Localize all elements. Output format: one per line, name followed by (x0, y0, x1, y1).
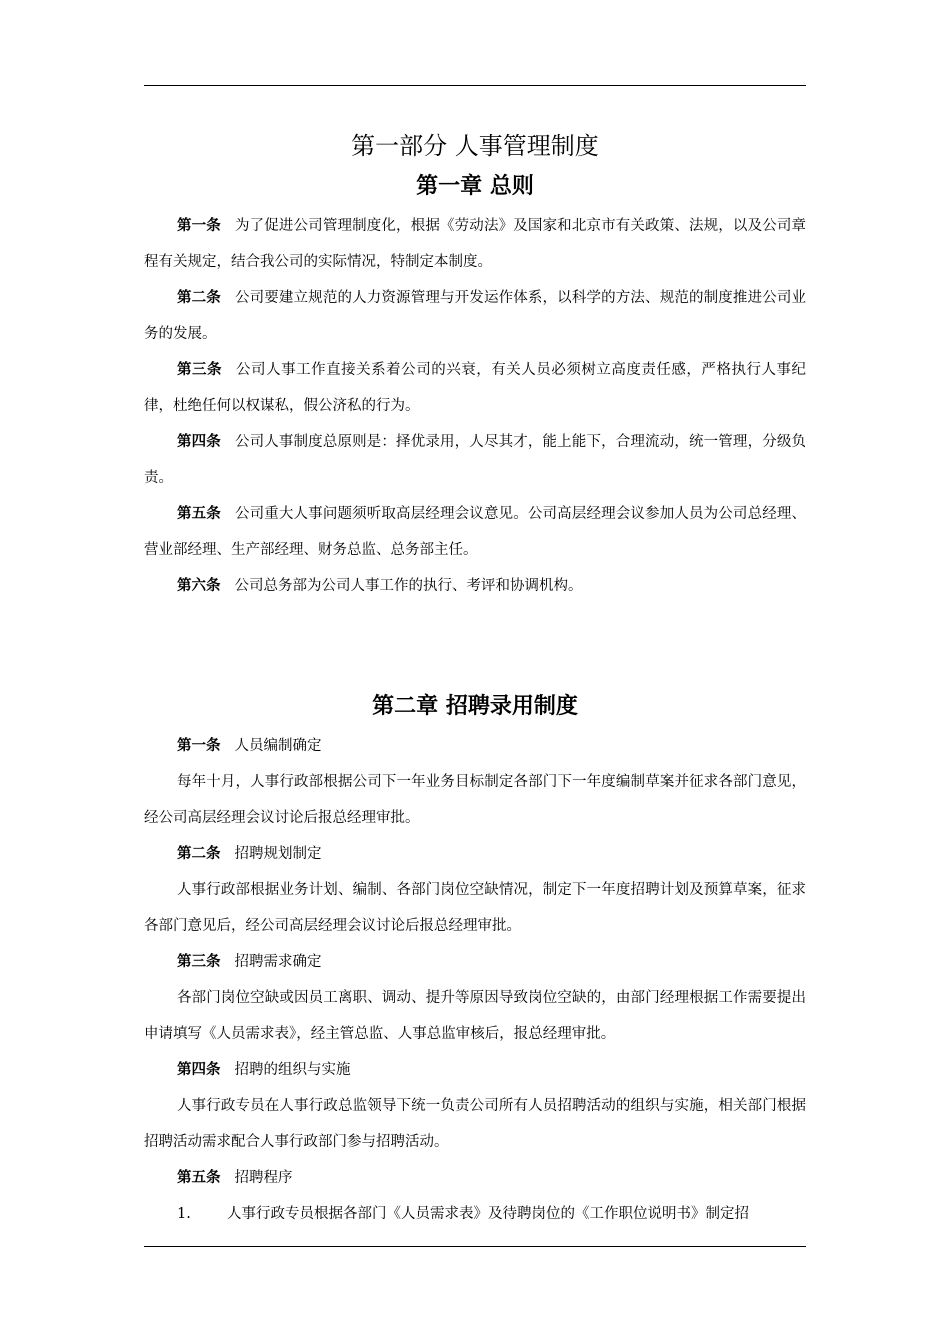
article-text: 公司重大人事问题须听取高层经理会议意见。公司高层经理会议参加人员为公司总经理、营业部经理、生产部经理、财务总监、总务部主任。 (144, 506, 807, 558)
ch1-article-5 (144, 496, 806, 568)
article-label: 第三条 (177, 361, 223, 378)
item-number: 1. (177, 1206, 191, 1222)
article-text: 为了促进公司管理制度化，根据《劳动法》及国家和北京市有关政策、法规，以及公司章程有关规定，结合我公司的实际情况，特制定本制度。 (144, 218, 807, 270)
ch2-article-2-text: 人事行政部根据业务计划、编制、各部门岗位空缺情况，制定下一年度招聘计划及预算草案，征求各部门意见后，经公司高层经理会议讨论后报总经理审批。 (144, 882, 806, 934)
article-label: 第四条 (177, 1061, 221, 1078)
article-label: 第一条 (177, 737, 221, 754)
ch1-article-3 (144, 352, 806, 424)
article-text: 公司要建立规范的人力资源管理与开发运作体系，以科学的方法、规范的制度推进公司业务的发展。 (144, 290, 807, 342)
article-label: 第三条 (177, 953, 221, 970)
ch1-article-6 (144, 568, 806, 604)
chapter-1-title: 第一章 总则 (416, 173, 534, 199)
article-heading: 招聘需求确定 (234, 954, 322, 970)
article-label: 第五条 (177, 1169, 221, 1186)
article-heading: 招聘规划制定 (234, 846, 322, 862)
ch2-article-2-heading (144, 836, 806, 872)
ch2-article-1-text: 每年十月，人事行政部根据公司下一年业务目标制定各部门下一年度编制草案并征求各部门意见，经公司高层经理会议讨论后报总经理审批。 (144, 774, 806, 826)
article-label: 第一条 (177, 217, 221, 234)
ch2-article-4-heading (144, 1052, 806, 1088)
article-text: 公司总务部为公司人事工作的执行、考评和协调机构。 (234, 578, 583, 594)
article-text: 公司人事工作直接关系着公司的兴衰，有关人员必须树立高度责任感，严格执行人事纪律，杜绝任何以权谋私，假公济私的行为。 (144, 362, 807, 414)
article-label: 第二条 (177, 845, 221, 862)
article-label: 第二条 (177, 289, 221, 306)
chapter-2-title: 第二章 招聘录用制度 (372, 693, 578, 719)
ch2-article-5-heading (144, 1160, 806, 1196)
article-label: 第四条 (177, 433, 221, 450)
article-heading: 人员编制确定 (234, 738, 322, 754)
article-heading: 招聘程序 (234, 1170, 293, 1186)
article-text: 公司人事制度总原则是：择优录用，人尽其才，能上能下，合理流动，统一管理，分级负责。 (144, 434, 807, 486)
document-body (144, 128, 806, 1232)
section-gap (144, 604, 806, 674)
part-title: 第一部分 人事管理制度 (351, 132, 599, 160)
ch1-article-4 (144, 424, 806, 496)
article-label: 第六条 (177, 577, 221, 594)
article-heading: 招聘的组织与实施 (234, 1062, 351, 1078)
item-text: 人事行政专员根据各部门《人员需求表》及待聘岗位的《工作职位说明书》制定招 (227, 1206, 749, 1222)
header-rule (144, 85, 806, 86)
ch1-article-2 (144, 280, 806, 352)
ch1-article-1 (144, 208, 806, 280)
ch2-article-3-text: 各部门岗位空缺或因员工离职、调动、提升等原因导致岗位空缺的，由部门经理根据工作需要提出申请填写《人员需求表》，经主管总监、人事总监审核后，报总经理审批。 (144, 990, 806, 1042)
footer-rule (144, 1246, 806, 1247)
ch2-article-1-heading (144, 728, 806, 764)
ch2-article-4-text: 人事行政专员在人事行政总监领导下统一负责公司所有人员招聘活动的组织与实施，相关部门根据招聘活动需求配合人事行政部门参与招聘活动。 (144, 1098, 806, 1150)
ch2-article-3-heading (144, 944, 806, 980)
procedure-item-1 (144, 1196, 806, 1232)
article-label: 第五条 (177, 505, 221, 522)
